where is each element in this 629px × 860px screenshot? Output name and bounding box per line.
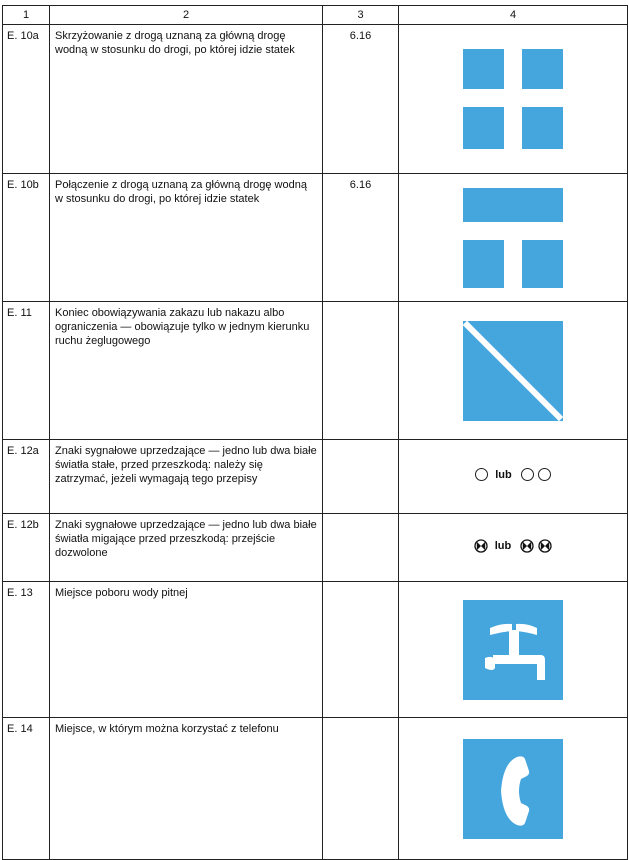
- table-row: [3, 302, 628, 440]
- sign-code: E. 10a: [3, 25, 50, 174]
- header-col-2: 2: [50, 6, 323, 25]
- sign-code: E. 14: [3, 718, 50, 860]
- fixed-light-icon: [538, 468, 551, 481]
- end-of-restriction-sign-icon: [463, 321, 563, 421]
- table-row: [3, 514, 628, 582]
- sign-description: Miejsce, w którym można korzystać z telefonu: [50, 718, 323, 860]
- water-tap-sign-icon: [463, 600, 563, 700]
- table-row: [3, 174, 628, 302]
- sign-description: Koniec obowiązywania zakazu lub nakazu albo ograniczenia — obowiązuje tylko w jednym kierunku ruchu żeglugowego: [50, 302, 323, 440]
- sign-code: E. 11: [3, 302, 50, 440]
- table-row: [3, 25, 628, 174]
- t-junction-sign-icon: [463, 188, 563, 288]
- sign-reference: [323, 514, 399, 582]
- header-col-4: 4: [399, 6, 628, 25]
- header-col-1: 1: [3, 6, 50, 25]
- sign-description: Połączenie z drogą uznaną za główną drogę wodną w stosunku do drogi, po której idzie statek: [50, 174, 323, 302]
- flashing-white-lights-icon: [474, 539, 553, 553]
- sign-reference: 6.16: [323, 25, 399, 174]
- fixed-light-icon: [475, 468, 488, 481]
- fixed-light-icon: [521, 468, 534, 481]
- sign-reference: [323, 440, 399, 514]
- sign-code: E. 12a: [3, 440, 50, 514]
- sign-reference: 6.16: [323, 174, 399, 302]
- sign-description: Znaki sygnałowe uprzedzające — jedno lub dwa białe światła migające przed przeszkodą: przejście dozwolone: [50, 514, 323, 582]
- sign-description: Znaki sygnałowe uprzedzające — jedno lub dwa białe światła stałe, przed przeszkodą: należy się zatrzymać, jeżeli wymagają tego przepisy: [50, 440, 323, 514]
- flashing-light-icon: [520, 539, 534, 553]
- sign-code: E. 10b: [3, 174, 50, 302]
- sign-description: Miejsce poboru wody pitnej: [50, 582, 323, 718]
- sign-description: Skrzyżowanie z drogą uznaną za główną drogę wodną w stosunku do drogi, po której idzie statek: [50, 25, 323, 174]
- signs-table: [2, 5, 628, 860]
- header-col-3: 3: [323, 6, 399, 25]
- telephone-sign-icon: [463, 739, 563, 839]
- sign-code: E. 13: [3, 582, 50, 718]
- flashing-light-icon: [538, 539, 552, 553]
- sign-reference: [323, 582, 399, 718]
- fixed-white-lights-icon: [475, 468, 551, 482]
- lub-label: lub: [495, 468, 512, 481]
- flashing-light-icon: [474, 539, 488, 553]
- sign-reference: [323, 718, 399, 860]
- crossroads-sign-icon: [463, 49, 563, 149]
- table-row: [3, 582, 628, 718]
- lub-label: lub: [494, 539, 512, 552]
- table-row: [3, 440, 628, 514]
- sign-reference: [323, 302, 399, 440]
- sign-code: E. 12b: [3, 514, 50, 582]
- table-row: [3, 718, 628, 860]
- header-row: [3, 6, 628, 25]
